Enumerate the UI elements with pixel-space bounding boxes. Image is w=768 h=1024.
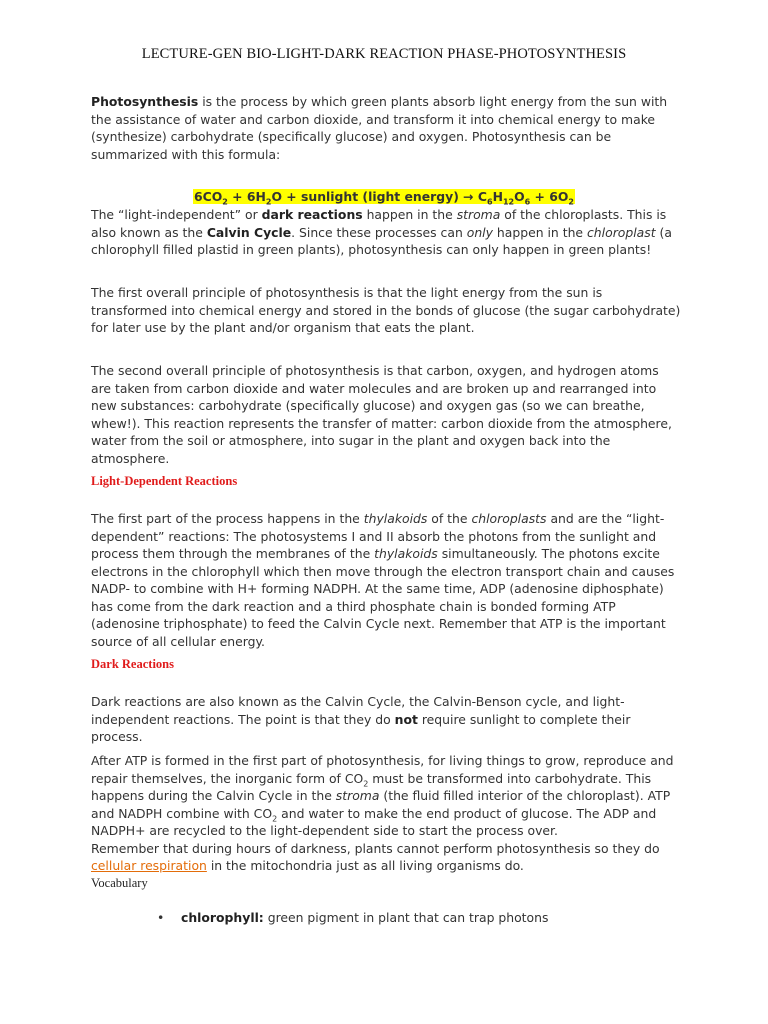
- formula-subscript: 2: [265, 197, 272, 207]
- text-run: and are the “light-dependent” reactions: The photosystems I and II absorb the photons from the sunlight and process them through the membranes of the: [91, 511, 665, 561]
- italic-term: chloroplasts: [471, 511, 547, 526]
- text-run: (the fluid filled interior of the chloroplast). ATP and NADPH combine with CO: [91, 788, 671, 821]
- text-run: (a chlorophyll filled plastid in green plants), photosynthesis can only happen in green plants!: [91, 224, 672, 257]
- italic-term: only: [466, 224, 493, 240]
- vocab-entry: [181, 909, 681, 927]
- formula-subscript: 6: [486, 197, 493, 207]
- text-run: Dark reactions are also known as the Calvin Cycle, the Calvin-Benson cycle, and light-independent reactions. The point is that they do: [91, 694, 625, 727]
- text-run: in the mitochondria just as all living organisms do.: [206, 858, 524, 873]
- text-run: happen in the: [362, 207, 457, 222]
- text-run: and water to make the end product of glucose. The ADP and NADPH+ are recycled to the light-dependent side to start the process over.: [91, 805, 657, 838]
- bold-term: not: [394, 711, 418, 727]
- first-principle-paragraph: The first overall principle of photosynthesis is that the light energy from the sun is transformed into chemical energy and stored in the bonds of glucose (the sugar carbohydrate) for later use by the plant and/or organism that eats the plant.: [91, 285, 681, 335]
- second-principle-paragraph: The second overall principle of photosynthesis is that carbon, oxygen, and hydrogen atoms are taken from carbon dioxide and water molecules and are broken up and rearranged into new substances: carbohydrate (specifically glucose) and oxygen gas (so we can breathe, whew!). This reaction represents the transfer of matter: carbon dioxide from the atmosphere, water from the soil or atmosphere, into sugar in the plant and oxygen back into the atmosphere.: [91, 363, 672, 466]
- text-run: require sunlight to complete their process.: [91, 711, 631, 744]
- intro-term: Photosynthesis: [91, 94, 199, 109]
- text-run: must be transformed into carbohydrate. This happens during the Calvin Cycle in the: [91, 770, 652, 803]
- calvin-paragraph: [91, 206, 681, 259]
- light-dependent-paragraph: [91, 510, 681, 650]
- bold-term: dark reactions: [261, 207, 363, 222]
- text-run: The “light-independent” or: [91, 207, 262, 222]
- atp-paragraph: [91, 752, 681, 875]
- formula-subscript: 2: [222, 197, 228, 207]
- text-run: Remember that during hours of darkness, plants cannot perform photosynthesis so they do: [91, 840, 660, 856]
- formula-part: + 6O: [530, 189, 569, 204]
- vocab-term: chlorophyll:: [181, 910, 264, 925]
- formula-subscript: 6: [524, 197, 531, 207]
- formula-part: O + sunlight (light energy) → C: [271, 189, 487, 204]
- formula-part: + 6H: [227, 189, 266, 204]
- vocabulary-heading: Vocabulary: [91, 876, 148, 890]
- formula-highlight: [193, 189, 575, 207]
- vocab-definition: green pigment in plant that can trap photons: [263, 910, 549, 925]
- formula-part: O: [514, 189, 525, 204]
- formula-part: H: [492, 189, 503, 204]
- italic-term: stroma: [456, 207, 501, 222]
- cellular-respiration-link[interactable]: cellular respiration: [91, 858, 207, 873]
- intro-text: is the process by which green plants absorb light energy from the sun with the assistance of water and carbon dioxide, and transform it into chemical energy to make (synthesize) carbohydrate (specifically glucose) and oxygen. Photosynthesis can be summarized with this formula:: [91, 94, 668, 162]
- text-run: . Since these processes can: [291, 224, 467, 240]
- photosynthesis-formula: [0, 188, 768, 206]
- formula-part: 6CO: [194, 189, 223, 204]
- bullet-icon: •: [157, 910, 165, 925]
- bold-term: Calvin Cycle: [206, 224, 292, 240]
- italic-term: thylakoids: [374, 546, 438, 561]
- intro-paragraph: [91, 93, 681, 163]
- text-run: simultaneously. The photons excite electrons in the chlorophyll which then move through the electron transport chain and causes NADP- to combine with H+ forming NADPH. At the same time, ADP (adenosine diphosphate) has come from the dark reaction and a third phosphate chain is bonded forming ATP (adenosine triphosphate) to feed the Calvin Cycle next. Remember that ATP is the important source of all cellular energy.: [91, 546, 675, 649]
- heading-dark-reactions: Dark Reactions: [91, 657, 174, 671]
- text-run: happen in the: [492, 224, 587, 240]
- formula-subscript: 12: [502, 197, 515, 207]
- subscript: 2: [363, 778, 369, 788]
- text-run: The first part of the process happens in the: [91, 511, 364, 526]
- italic-term: stroma: [335, 788, 380, 803]
- subscript: 2: [272, 813, 278, 823]
- italic-term: chloroplast: [587, 224, 656, 240]
- heading-light-dependent: Light-Dependent Reactions: [91, 474, 238, 488]
- dark-reactions-paragraph: [91, 693, 681, 746]
- italic-term: thylakoids: [363, 511, 428, 526]
- document-title: LECTURE-GEN BIO-LIGHT-DARK REACTION PHASE-PHOTOSYNTHESIS: [141, 46, 627, 62]
- text-run: of the chloroplasts. This is also known as the: [91, 207, 667, 240]
- formula-subscript: 2: [568, 197, 574, 207]
- text-run: of the: [427, 511, 472, 526]
- text-run: After ATP is formed in the first part of photosynthesis, for living things to grow, reproduce and repair themselves, the inorganic form of CO: [91, 753, 674, 786]
